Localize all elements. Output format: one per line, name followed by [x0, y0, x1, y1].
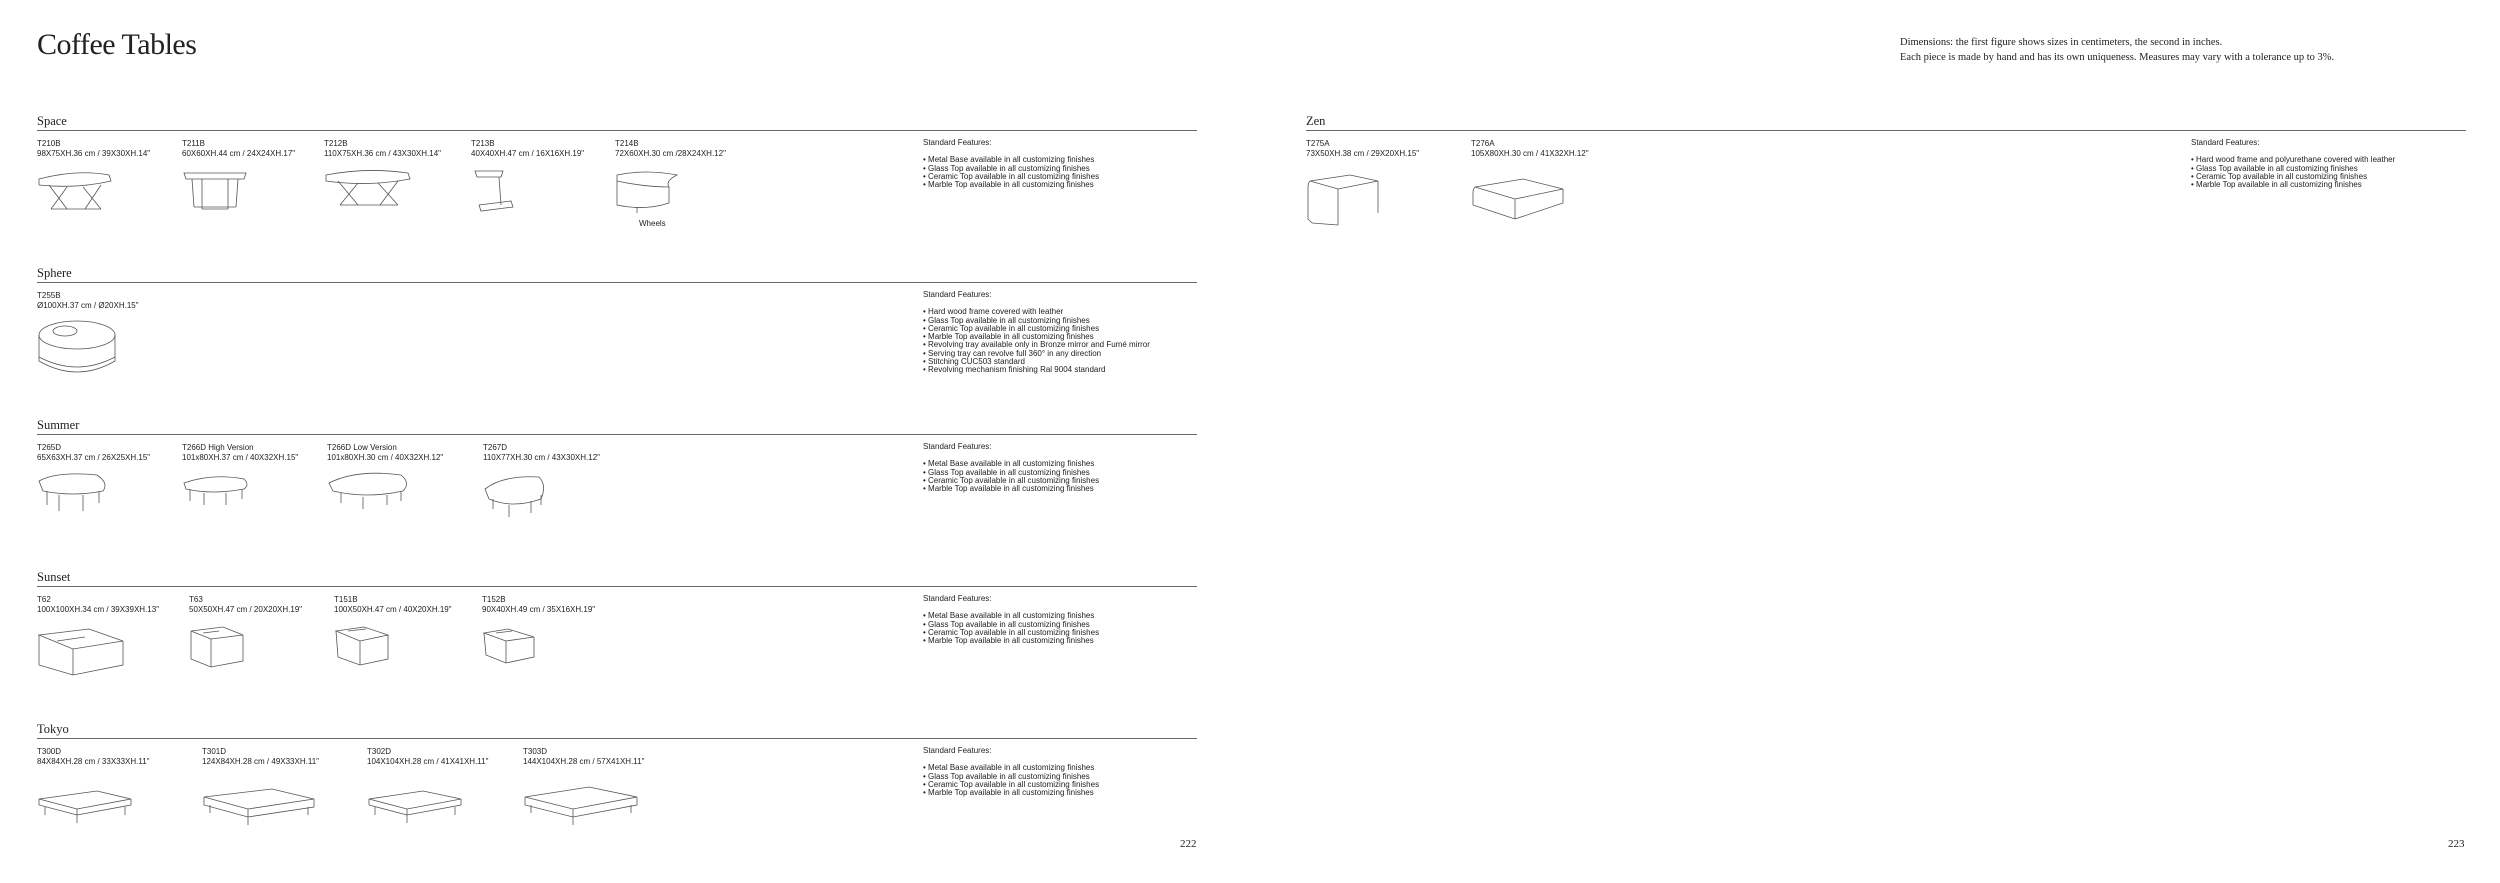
feature-item: • Glass Top available in all customizing finishes — [923, 773, 1183, 781]
product-code: T302D — [367, 747, 392, 756]
section-title: Space — [37, 114, 67, 128]
product-size: 105X80XH.30 cm / 41X32XH.12" — [1471, 148, 1589, 158]
product-item-t267d — [483, 443, 600, 462]
product-drawing — [202, 773, 322, 833]
feature-item: • Ceramic Top available in all customizing finishes — [923, 477, 1183, 485]
product-drawing — [327, 469, 417, 519]
product-size: 84X84XH.28 cm / 33X33XH.11" — [37, 756, 150, 766]
product-size: 60X60XH.44 cm / 24X24XH.17" — [182, 148, 296, 158]
section-divider — [37, 282, 1197, 283]
product-drawing — [37, 621, 127, 681]
product-item-t210b — [37, 139, 150, 158]
product-drawing — [324, 165, 414, 215]
product-code: T300D — [37, 747, 62, 756]
features-heading: Standard Features: — [2191, 138, 2260, 147]
feature-item: • Ceramic Top available in all customizing finishes — [923, 629, 1183, 637]
feature-item: • Marble Top available in all customizing finishes — [923, 333, 1183, 341]
feature-item: • Glass Top available in all customizing finishes — [923, 165, 1183, 173]
product-drawing — [334, 621, 394, 681]
feature-item: • Metal Base available in all customizing finishes — [923, 612, 1183, 620]
product-code: T303D — [523, 747, 548, 756]
section-divider — [37, 434, 1197, 435]
dimensions-note-line1: Dimensions: the first figure shows sizes in centimeters, the second in inches. — [1900, 37, 2223, 48]
product-item-t276a — [1471, 139, 1589, 158]
product-code: T265D — [37, 443, 62, 452]
section-title: Tokyo — [37, 722, 69, 736]
product-drawing — [37, 165, 117, 215]
standard-features — [923, 747, 1183, 797]
product-code: T275A — [1306, 139, 1330, 148]
feature-item: • Serving tray can revolve full 360° in any direction — [923, 350, 1183, 358]
product-drawing — [37, 317, 117, 387]
feature-item: • Glass Top available in all customizing finishes — [923, 317, 1183, 325]
feature-item: • Marble Top available in all customizing finishes — [923, 485, 1183, 493]
product-drawing — [1306, 165, 1386, 235]
feature-item: • Stitching CUC503 standard — [923, 358, 1183, 366]
product-item-t266d-high — [182, 443, 298, 462]
section-title: Zen — [1306, 114, 1326, 128]
product-item-t303d — [523, 747, 644, 766]
feature-item: • Marble Top available in all customizing finishes — [923, 637, 1183, 645]
section-title: Summer — [37, 418, 80, 432]
feature-item: • Glass Top available in all customizing finishes — [923, 621, 1183, 629]
section-zen — [1306, 114, 2466, 254]
feature-item: • Metal Base available in all customizing finishes — [923, 460, 1183, 468]
product-code: T212B — [324, 139, 348, 148]
section-divider — [37, 586, 1197, 587]
product-item-t301d — [202, 747, 319, 766]
features-heading: Standard Features: — [923, 746, 992, 755]
product-drawing — [615, 165, 685, 215]
features-heading: Standard Features: — [923, 138, 992, 147]
section-tokyo — [37, 722, 1197, 862]
features-list — [923, 308, 1183, 374]
section-divider — [1306, 130, 2466, 131]
product-size: 50X50XH.47 cm / 20X20XH.19" — [189, 604, 303, 614]
product-code: T266D High Version — [182, 443, 254, 452]
page-title: Coffee Tables — [37, 28, 197, 61]
product-drawing — [37, 773, 137, 833]
product-code: T151B — [334, 595, 358, 604]
features-list — [2191, 156, 2451, 189]
wheels-label: Wheels — [639, 219, 666, 228]
product-item-t151b — [334, 595, 452, 614]
product-size: 144X104XH.28 cm / 57X41XH.11" — [523, 756, 645, 766]
feature-item: • Marble Top available in all customizing finishes — [923, 181, 1183, 189]
product-code: T267D — [483, 443, 508, 452]
section-sunset — [37, 570, 1197, 710]
page-number-right: 223 — [2448, 838, 2465, 850]
feature-item: • Hard wood frame and polyurethane covered with leather — [2191, 156, 2451, 164]
product-item-t211b — [182, 139, 295, 158]
product-code: T63 — [189, 595, 203, 604]
product-item-t302d — [367, 747, 488, 766]
section-sphere — [37, 266, 1197, 406]
product-drawing — [471, 165, 521, 215]
feature-item: • Revolving tray available only in Bronze mirror and Fumé mirror — [923, 341, 1183, 349]
feature-item: • Hard wood frame covered with leather — [923, 308, 1183, 316]
product-drawing — [523, 773, 643, 833]
product-item-t275a — [1306, 139, 1419, 158]
features-heading: Standard Features: — [923, 442, 992, 451]
product-drawing — [37, 469, 117, 519]
dimensions-note-line2: Each piece is made by hand and has its own uniqueness. Measures may vary with a tolerance up to 3%. — [1900, 52, 2335, 63]
section-title: Sphere — [37, 266, 72, 280]
feature-item: • Marble Top available in all customizing finishes — [923, 789, 1183, 797]
features-list — [923, 460, 1183, 493]
feature-item: • Glass Top available in all customizing finishes — [2191, 165, 2451, 173]
feature-item: • Revolving mechanism finishing Ral 9004 standard — [923, 366, 1183, 374]
section-title: Sunset — [37, 570, 71, 584]
product-drawing — [482, 621, 542, 681]
product-item-t213b — [471, 139, 584, 158]
product-size: 110X75XH.36 cm / 43X30XH.14" — [324, 148, 441, 158]
standard-features — [923, 139, 1183, 189]
section-divider — [37, 738, 1197, 739]
product-code: T152B — [482, 595, 506, 604]
product-size: 101x80XH.30 cm / 40X32XH.12" — [327, 452, 444, 462]
feature-item: • Glass Top available in all customizing finishes — [923, 469, 1183, 477]
product-item-t266d-low — [327, 443, 443, 462]
product-size: 124X84XH.28 cm / 49X33XH.11" — [202, 756, 319, 766]
product-drawing — [182, 165, 252, 215]
features-list — [923, 764, 1183, 797]
page-number-left: 222 — [1180, 838, 1197, 850]
dimensions-note — [1900, 35, 2400, 65]
standard-features — [2191, 139, 2451, 189]
product-code: T214B — [615, 139, 639, 148]
feature-item: • Marble Top available in all customizing finishes — [2191, 181, 2451, 189]
product-size: 73X50XH.38 cm / 29X20XH.15" — [1306, 148, 1420, 158]
product-item-t152b — [482, 595, 595, 614]
product-code: T276A — [1471, 139, 1495, 148]
product-item-t62 — [37, 595, 159, 614]
product-size: 104X104XH.28 cm / 41X41XH.11" — [367, 756, 489, 766]
product-size: 65X63XH.37 cm / 26X25XH.15" — [37, 452, 151, 462]
product-drawing — [189, 621, 249, 681]
product-size: Ø100XH.37 cm / Ø20XH.15" — [37, 300, 139, 310]
product-size: 90X40XH.49 cm / 35X16XH.19" — [482, 604, 596, 614]
product-drawing — [182, 469, 252, 519]
features-list — [923, 156, 1183, 189]
product-drawing — [367, 773, 467, 833]
product-code: T211B — [182, 139, 205, 148]
product-drawing — [483, 469, 553, 529]
feature-item: • Metal Base available in all customizing finishes — [923, 764, 1183, 772]
product-size: 40X40XH.47 cm / 16X16XH.19" — [471, 148, 585, 158]
section-divider — [37, 130, 1197, 131]
product-item-t212b — [324, 139, 441, 158]
feature-item: • Ceramic Top available in all customizing finishes — [923, 173, 1183, 181]
product-item-t300d — [37, 747, 150, 766]
feature-item: • Ceramic Top available in all customizing finishes — [923, 781, 1183, 789]
product-item-t214b — [615, 139, 726, 228]
product-code: T210B — [37, 139, 61, 148]
product-drawing — [1471, 165, 1571, 235]
product-item-t265d — [37, 443, 150, 462]
product-code: T266D Low Version — [327, 443, 397, 452]
product-size: 101x80XH.37 cm / 40X32XH.15" — [182, 452, 299, 462]
feature-item: • Metal Base available in all customizing finishes — [923, 156, 1183, 164]
section-space — [37, 114, 1197, 254]
product-code: T301D — [202, 747, 227, 756]
product-size: 100X50XH.47 cm / 40X20XH.19" — [334, 604, 452, 614]
standard-features — [923, 291, 1183, 375]
product-code: T255B — [37, 291, 61, 300]
features-list — [923, 612, 1183, 645]
feature-item: • Ceramic Top available in all customizing finishes — [2191, 173, 2451, 181]
product-size: 98X75XH.36 cm / 39X30XH.14" — [37, 148, 151, 158]
product-size: 100X100XH.34 cm / 39X39XH.13" — [37, 604, 160, 614]
product-item-t63 — [189, 595, 302, 614]
standard-features — [923, 595, 1183, 645]
section-summer — [37, 418, 1197, 558]
product-code: T213B — [471, 139, 495, 148]
product-size: 110X77XH.30 cm / 43X30XH.12" — [483, 452, 600, 462]
features-heading: Standard Features: — [923, 594, 992, 603]
features-heading: Standard Features: — [923, 290, 992, 299]
product-item-t255b — [37, 291, 139, 310]
product-code: T62 — [37, 595, 51, 604]
feature-item: • Ceramic Top available in all customizing finishes — [923, 325, 1183, 333]
standard-features — [923, 443, 1183, 493]
product-size: 72X60XH.30 cm /28X24XH.12" — [615, 148, 726, 158]
